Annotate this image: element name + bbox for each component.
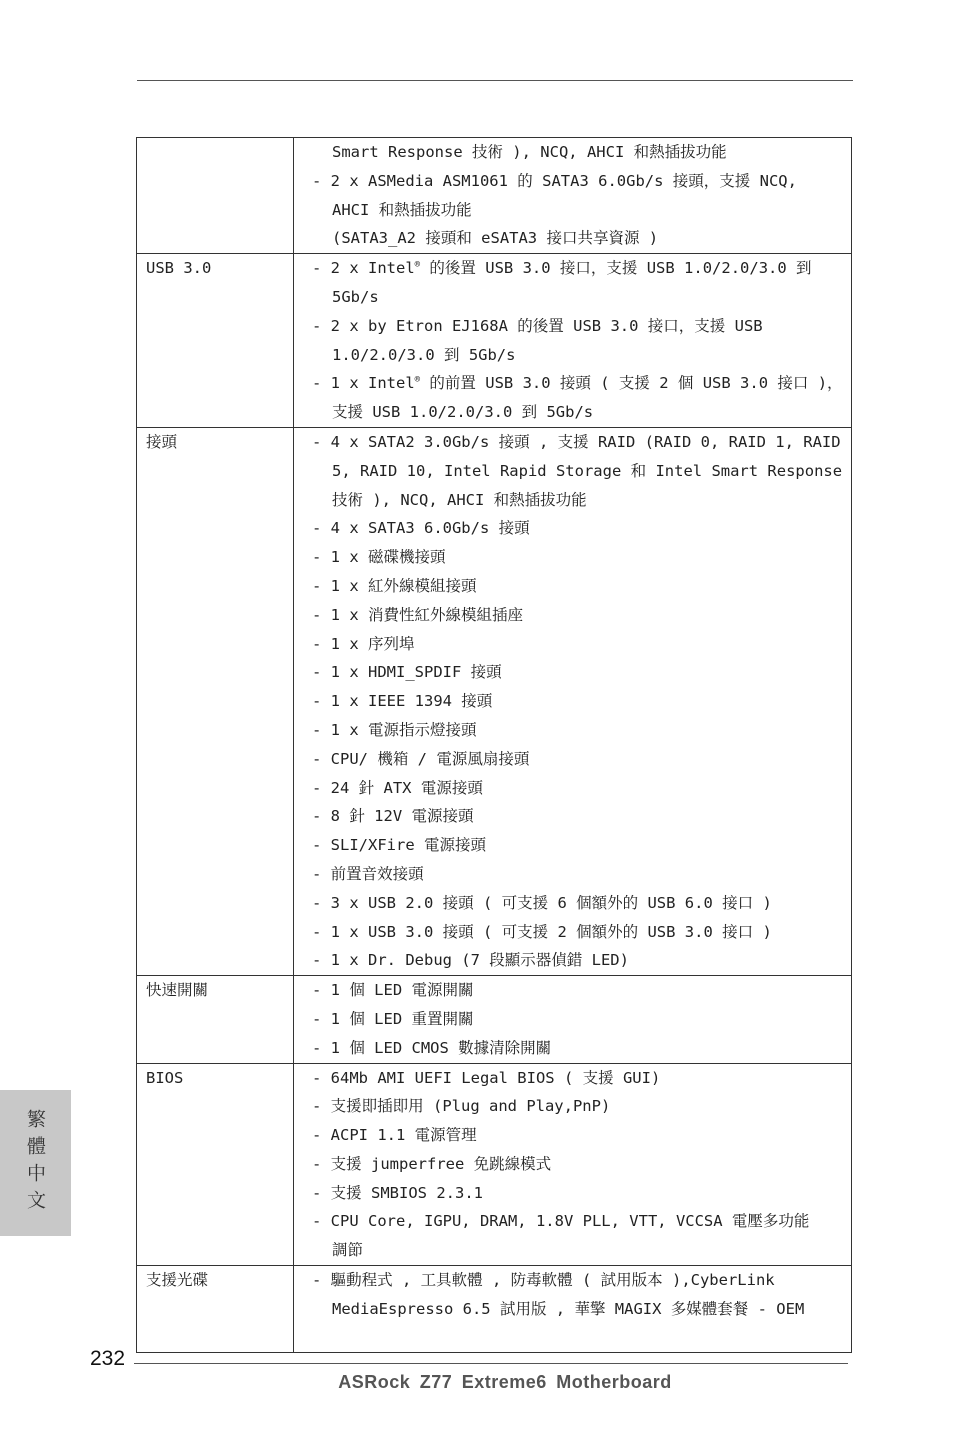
side-tab-label: 繁體中文 <box>24 1109 46 1217</box>
spec-content <box>294 1266 852 1353</box>
spec-line: - 1 x Dr. Debug (7 段顯示器偵錯 LED) <box>312 951 629 970</box>
spec-content <box>294 1063 852 1266</box>
spec-table <box>136 137 852 1353</box>
spec-label: 快速開關 <box>137 976 294 1063</box>
spec-line: 技術 ), NCQ, AHCI 和熱插拔功能 <box>332 490 587 509</box>
spec-line: - 支援即插即用 (Plug and Play,PnP) <box>312 1097 611 1116</box>
bottom-rule <box>134 1363 848 1364</box>
top-rule <box>137 80 853 81</box>
spec-line: - 3 x USB 2.0 接頭 ( 可支援 6 個額外的 USB 6.0 接口 ) <box>312 893 772 912</box>
spec-line-text: - 2 x Intel <box>312 259 415 278</box>
registered-mark: ® <box>414 260 421 271</box>
spec-line: - 1 x HDMI_SPDIF 接頭 <box>312 663 502 682</box>
spec-line <box>312 369 851 398</box>
spec-line <box>312 254 851 283</box>
spec-line-text-after: 的後置 USB 3.0 接口，支援 USB 1.0/2.0/3.0 到 <box>420 259 812 278</box>
spec-label <box>137 138 294 254</box>
spec-line: - 1 x 磁碟機接頭 <box>312 548 446 567</box>
footer-title: ASRock Z77 Extreme6 Motherboard <box>338 1372 672 1392</box>
spec-line: AHCI 和熱插拔功能 <box>332 200 472 219</box>
spec-line: Smart Response 技術 ), NCQ, AHCI 和熱插拔功能 <box>332 143 727 161</box>
language-side-tab <box>0 1090 71 1236</box>
spec-line: - CPU/ 機箱 / 電源風扇接頭 <box>312 749 530 768</box>
spec-row <box>137 1063 852 1266</box>
spec-line: - 4 x SATA2 3.0Gb/s 接頭 , 支援 RAID (RAID 0, RAID 1, RAID <box>312 432 841 451</box>
spec-row <box>137 254 852 428</box>
spec-line: MediaEspresso 6.5 試用版 , 華擎 MAGIX 多媒體套餐 - OEM <box>332 1299 805 1318</box>
spec-line: 支援 USB 1.0/2.0/3.0 到 5Gb/s <box>332 403 594 422</box>
spec-line-text: - 1 x Intel <box>312 374 415 393</box>
spec-line: - 1 x 紅外線模組接頭 <box>312 576 477 595</box>
spec-label: BIOS <box>137 1063 294 1266</box>
spec-line <box>312 1324 851 1353</box>
spec-line: - 8 針 12V 電源接頭 <box>312 807 474 826</box>
spec-line: - 1 x IEEE 1394 接頭 <box>312 692 493 711</box>
spec-content <box>294 138 852 254</box>
spec-line: - SLI/XFire 電源接頭 <box>312 836 486 855</box>
spec-line: - 1 個 LED 電源開關 <box>312 981 474 1000</box>
spec-line: - 驅動程式 , 工具軟體 , 防毒軟體 ( 試用版本 ),CyberLink <box>312 1271 775 1290</box>
spec-line: - 1 x USB 3.0 接頭 ( 可支援 2 個額外的 USB 3.0 接口 ) <box>312 922 772 941</box>
spec-line: 1.0/2.0/3.0 到 5Gb/s <box>332 345 516 364</box>
spec-line: - 支援 jumperfree 免跳線模式 <box>312 1154 552 1173</box>
spec-line: - 24 針 ATX 電源接頭 <box>312 778 483 797</box>
spec-line: (SATA3_A2 接頭和 eSATA3 接口共享資源 ) <box>332 229 659 248</box>
spec-line: - 1 個 LED CMOS 數據清除開關 <box>312 1038 552 1057</box>
spec-content <box>294 254 852 428</box>
spec-line: - 2 x ASMedia ASM1061 的 SATA3 6.0Gb/s 接頭，支援 NCQ, <box>312 171 797 190</box>
spec-row <box>137 427 852 975</box>
spec-line: - 1 個 LED 重置開關 <box>312 1009 474 1028</box>
spec-table-body <box>137 138 852 1353</box>
spec-line: 5Gb/s <box>332 287 379 306</box>
spec-line: - 4 x SATA3 6.0Gb/s 接頭 <box>312 519 530 538</box>
spec-content <box>294 427 852 975</box>
spec-line: 調節 <box>332 1241 364 1260</box>
spec-line-text-after: 的前置 USB 3.0 接頭 ( 支援 2 個 USB 3.0 接口 )， <box>420 374 843 393</box>
spec-label: 接頭 <box>137 427 294 975</box>
page-number: 232 <box>90 1347 126 1370</box>
spec-row <box>137 976 852 1063</box>
spec-line: - CPU Core, IGPU, DRAM, 1.8V PLL, VTT, VCCSA 電壓多功能 <box>312 1212 810 1231</box>
spec-line: - 前置音效接頭 <box>312 864 424 883</box>
spec-line: - 2 x by Etron EJ168A 的後置 USB 3.0 接口，支援 USB <box>312 316 763 335</box>
registered-mark: ® <box>414 375 421 386</box>
spec-line: 5, RAID 10, Intel Rapid Storage 和 Intel Smart Response <box>332 461 843 480</box>
spec-line: - ACPI 1.1 電源管理 <box>312 1126 477 1145</box>
spec-row <box>137 1266 852 1353</box>
spec-line: - 1 x 消費性紅外線模組插座 <box>312 605 523 624</box>
spec-line: - 64Mb AMI UEFI Legal BIOS ( 支援 GUI) <box>312 1068 661 1087</box>
spec-line: - 支援 SMBIOS 2.3.1 <box>312 1183 483 1202</box>
spec-line: - 1 x 電源指示燈接頭 <box>312 720 477 739</box>
spec-content <box>294 976 852 1063</box>
spec-label: USB 3.0 <box>137 254 294 428</box>
spec-line: - 1 x 序列埠 <box>312 634 415 653</box>
spec-row <box>137 138 852 254</box>
spec-label: 支援光碟 <box>137 1266 294 1353</box>
